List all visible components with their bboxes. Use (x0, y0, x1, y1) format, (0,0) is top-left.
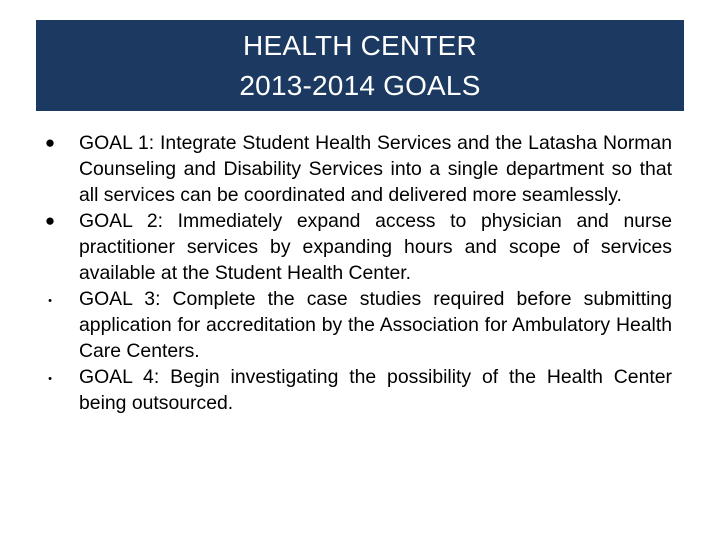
title-line-1: HEALTH CENTER (243, 29, 477, 61)
goal-1-label: GOAL 1 (79, 132, 149, 154)
goal-4-label: GOAL 4: (79, 366, 160, 388)
goals-list (42, 130, 672, 416)
bullet-icon: ● (44, 211, 56, 230)
goal-3-separator: : (155, 288, 161, 310)
goal-2-text: Immediately expand access to physician and nurse practitioner services by expanding hours and scope of services available at the Student Health Center. (79, 210, 672, 284)
goal-3-label: GOAL 3 (79, 288, 156, 310)
goal-item-4 (42, 364, 672, 416)
goal-item-2 (42, 208, 672, 286)
bullet-icon: • (48, 373, 52, 385)
goal-1-text: Integrate Student Health Services and the Latasha Norman Counseling and Disability Services into a single department so that all services can be coordinated and delivered more seamlessly. (79, 132, 672, 206)
goal-2-separator: : (157, 210, 163, 232)
goal-3-text: Complete the case studies required before submitting application for accreditation by the Association for Ambulatory Health Care Centers. (79, 288, 672, 362)
goal-4-text: Begin investigating the possibility of the Health Center being outsourced. (79, 366, 672, 414)
goal-item-3 (42, 286, 672, 364)
goal-1-separator: : (148, 132, 155, 154)
goal-item-1 (42, 130, 672, 208)
bullet-icon: ● (44, 133, 56, 152)
bullet-icon: • (48, 295, 52, 307)
title-line-2: 2013-2014 GOALS (239, 69, 481, 101)
title-banner (36, 20, 684, 111)
goal-2-label: GOAL 2 (79, 210, 158, 232)
